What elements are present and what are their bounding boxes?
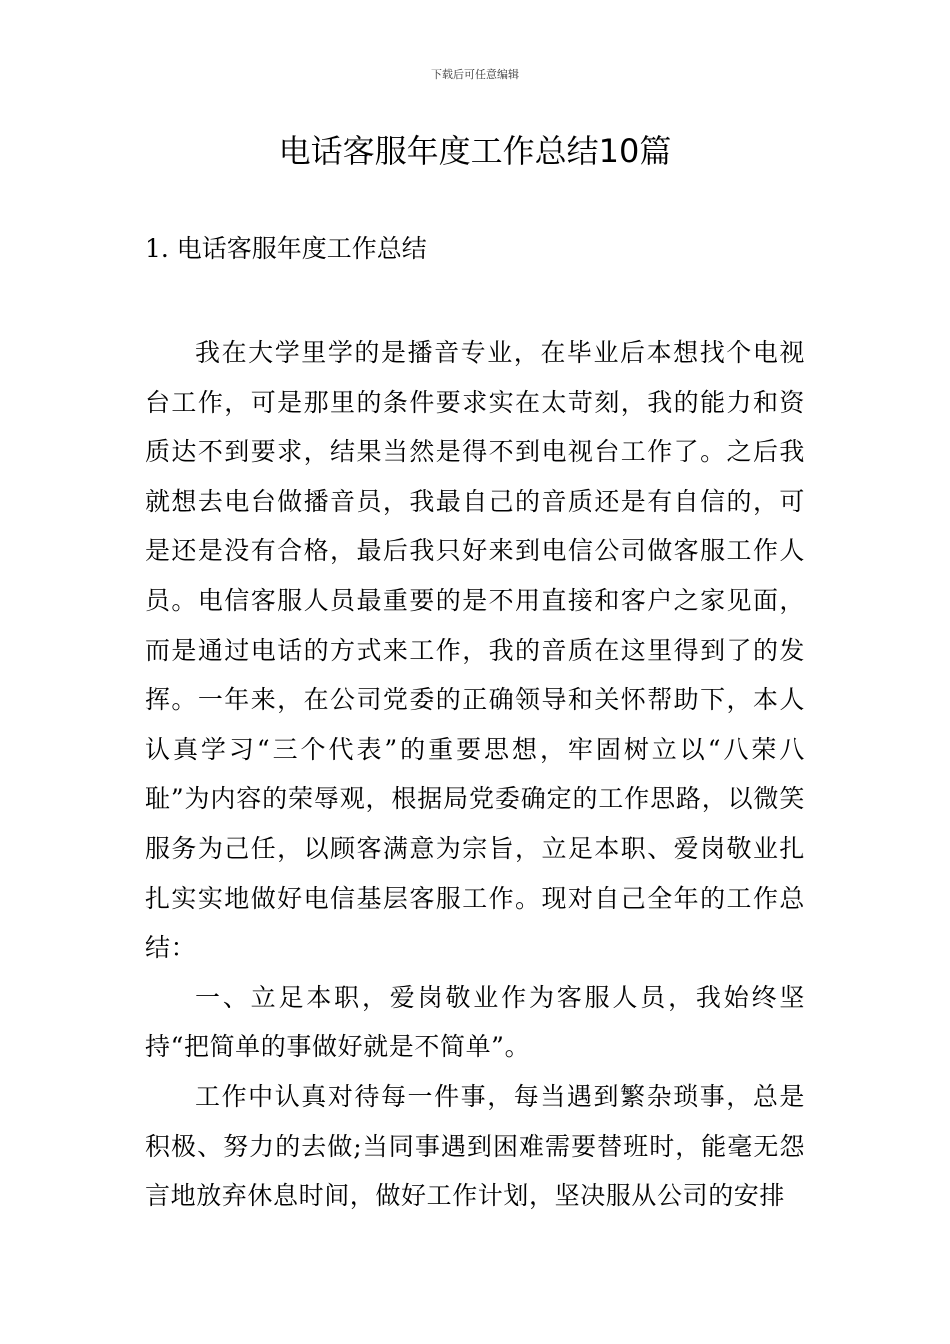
- section-heading: 1. 电话客服年度工作总结: [145, 234, 427, 263]
- document-body: [145, 328, 805, 1221]
- document-title: 电话客服年度工作总结10篇: [278, 132, 672, 170]
- paragraph: 一、立足本职，爱岗敬业作为客服人员，我始终坚持“把简单的事做好就是不简单”。: [145, 982, 805, 1062]
- paragraph: 工作中认真对待每一件事，每当遇到繁杂琐事，总是积极、努力的去做;当同事遇到困难需要替班时，能毫无怨言地放弃休息时间，做好工作计划，坚决服从公司的安排: [145, 1081, 805, 1211]
- header-note: 下载后可任意编辑: [431, 68, 519, 81]
- paragraph: 我在大学里学的是播音专业，在毕业后本想找个电视台工作，可是那里的条件要求实在太苛刻，我的能力和资质达不到要求，结果当然是得不到电视台工作了。之后我就想去电台做播音员，我最自己的音质还是有自信的，可是还是没有合格，最后我只好来到电信公司做客服工作人员。电信客服人员最重要的是不用直接和客户之家见面，而是通过电话的方式来工作，我的音质在这里得到了的发挥。一年来，在公司党委的正确领导和关怀帮助下，本人认真学习“三个代表”的重要思想，牢固树立以“八荣八耻”为内容的荣辱观，根据局党委确定的工作思路，以微笑服务为己任，以顾客满意为宗旨，立足本职、爱岗敬业扎扎实实地做好电信基层客服工作。现对自己全年的工作总结：: [145, 338, 805, 963]
